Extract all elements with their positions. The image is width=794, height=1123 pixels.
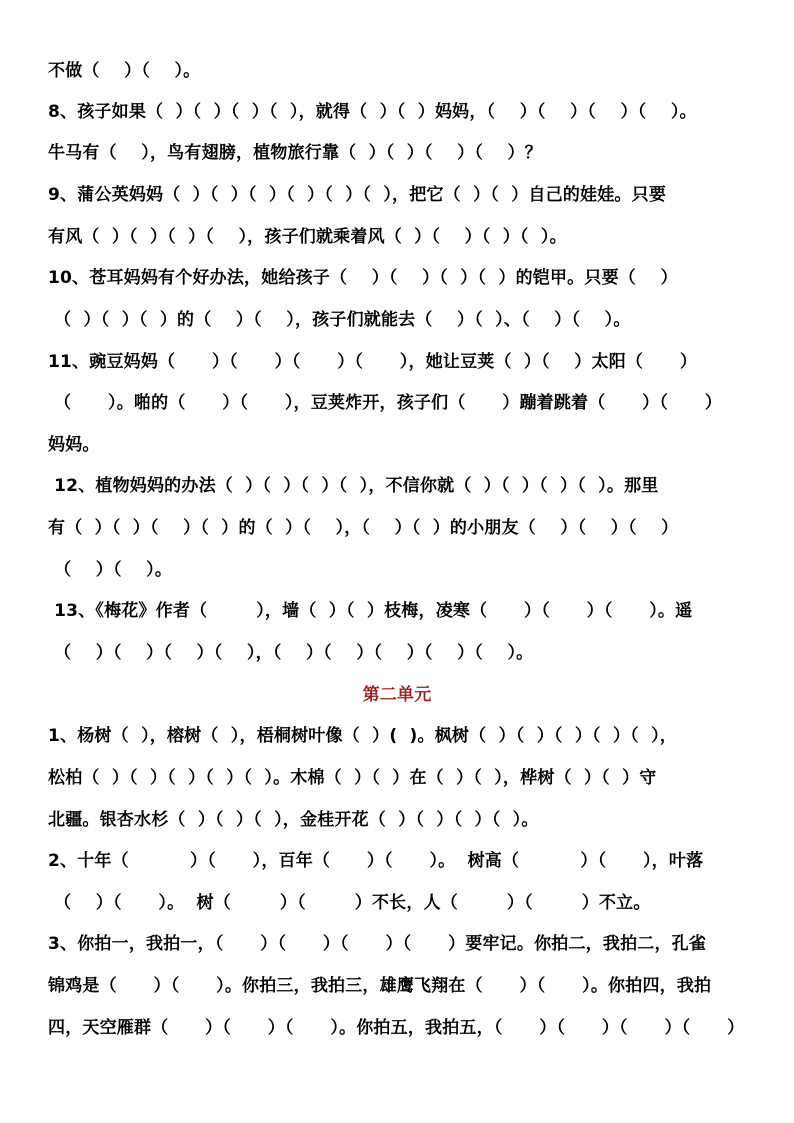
question-8-line-1: 8、孩子如果（ ）（ ）（ ）（ ），就得（ ）（ ）妈妈，（ ）（ ）（ ）（ ）。: [48, 102, 697, 122]
unit2-question-1-line-1: 1、杨树（ ），榕树（ ），梧桐树叶像（ ）( )。枫树（ ）（ ）（ ）（ ）（ ），: [48, 726, 677, 746]
unit2-question-1-line-2: 松柏（ ）（ ）（ ）（ ）（ ）。木棉（ ）（ ）在（ ）（ ），桦树（ ）（ ）守: [48, 768, 657, 788]
unit2-question-3-line-1: 3、你拍一，我拍一，（ ）（ ）（ ）（ ）要牢记。你拍二，我拍二，孔雀: [48, 934, 707, 954]
unit-heading: 第二单元: [362, 685, 432, 705]
text-line: 不做（ ）（ ）。: [48, 61, 201, 81]
question-8-line-2: 牛马有（ ），鸟有翅膀，植物旅行靠（ ）（ ）（ ）（ ）？: [48, 143, 542, 163]
question-13-line-2: （ ）（ ）（ ）（ ），（ ）（ ）（ ）（ ）（ ）。: [48, 643, 534, 663]
question-10-line-2: （ ）（ ）（ ）的（ ）（ ），孩子们就能去（ ）（ ）、（ ）（ ）。: [48, 310, 631, 330]
question-11-line-3: 妈妈。: [48, 435, 100, 455]
unit2-question-3-line-3: 四，天空雁群（ ）（ ）（ ）。你拍五，我拍五，（ ）（ ）（ ）（ ）: [48, 1018, 745, 1038]
question-11-line-1: 11、豌豆妈妈（ ）（ ）（ ）（ ），她让豆荚（ ）（ ）太阳（ ）: [48, 352, 698, 372]
question-12-line-1: 12、植物妈妈的办法（ ）（ ）（ ）（ ），不信你就（ ）（ ）（ ）（ ）。那里: [48, 476, 659, 496]
unit2-question-2-line-2: （ ）（ ）。 树（ ）（ ）不长，人（ ）（ ）不立。: [48, 893, 651, 913]
unit2-question-2-line-1: 2、十年（ ）（ ），百年（ ）（ ）。 树高（ ）（ ），叶落: [48, 851, 704, 871]
question-10-line-1: 10、苍耳妈妈有个好办法，她给孩子（ ）（ ）（ ）（ ）的铠甲。只要（ ）: [48, 268, 678, 288]
question-13-line-1: 13、《梅花》作者（ ），墙（ ）（ ）枝梅，凌寒（ ）（ ）（ ）。遥: [48, 601, 693, 621]
unit2-question-1-line-3: 北疆。银杏水杉（ ）（ ）（ ），金桂开花（ ）（ ）（ ）（ ）。: [48, 810, 539, 830]
question-9-line-1: 9、蒲公英妈妈（ ）（ ）（ ）（ ）（ ）（ ），把它（ ）（ ）自己的娃娃。只要: [48, 185, 667, 205]
question-9-line-2: 有风（ ）（ ）（ ）（ ），孩子们就乘着风（ ）（ ）（ ）（ ）。: [48, 227, 567, 247]
question-12-line-3: （ ）（ ）。: [48, 560, 173, 580]
unit2-question-3-line-2: 锦鸡是（ ）（ ）。你拍三，我拍三，雄鹰飞翔在（ ）（ ）。你拍四，我拍: [48, 976, 712, 996]
question-12-line-2: 有（ ）（ ）（ ）（ ）的（ ）（ ），（ ）（ ）的小朋友（ ）（ ）（ ）: [48, 518, 679, 538]
question-11-line-2: （ ）。啪的（ ）（ ），豆荚炸开，孩子们（ ）蹦着跳着（ ）（ ）: [48, 393, 722, 413]
